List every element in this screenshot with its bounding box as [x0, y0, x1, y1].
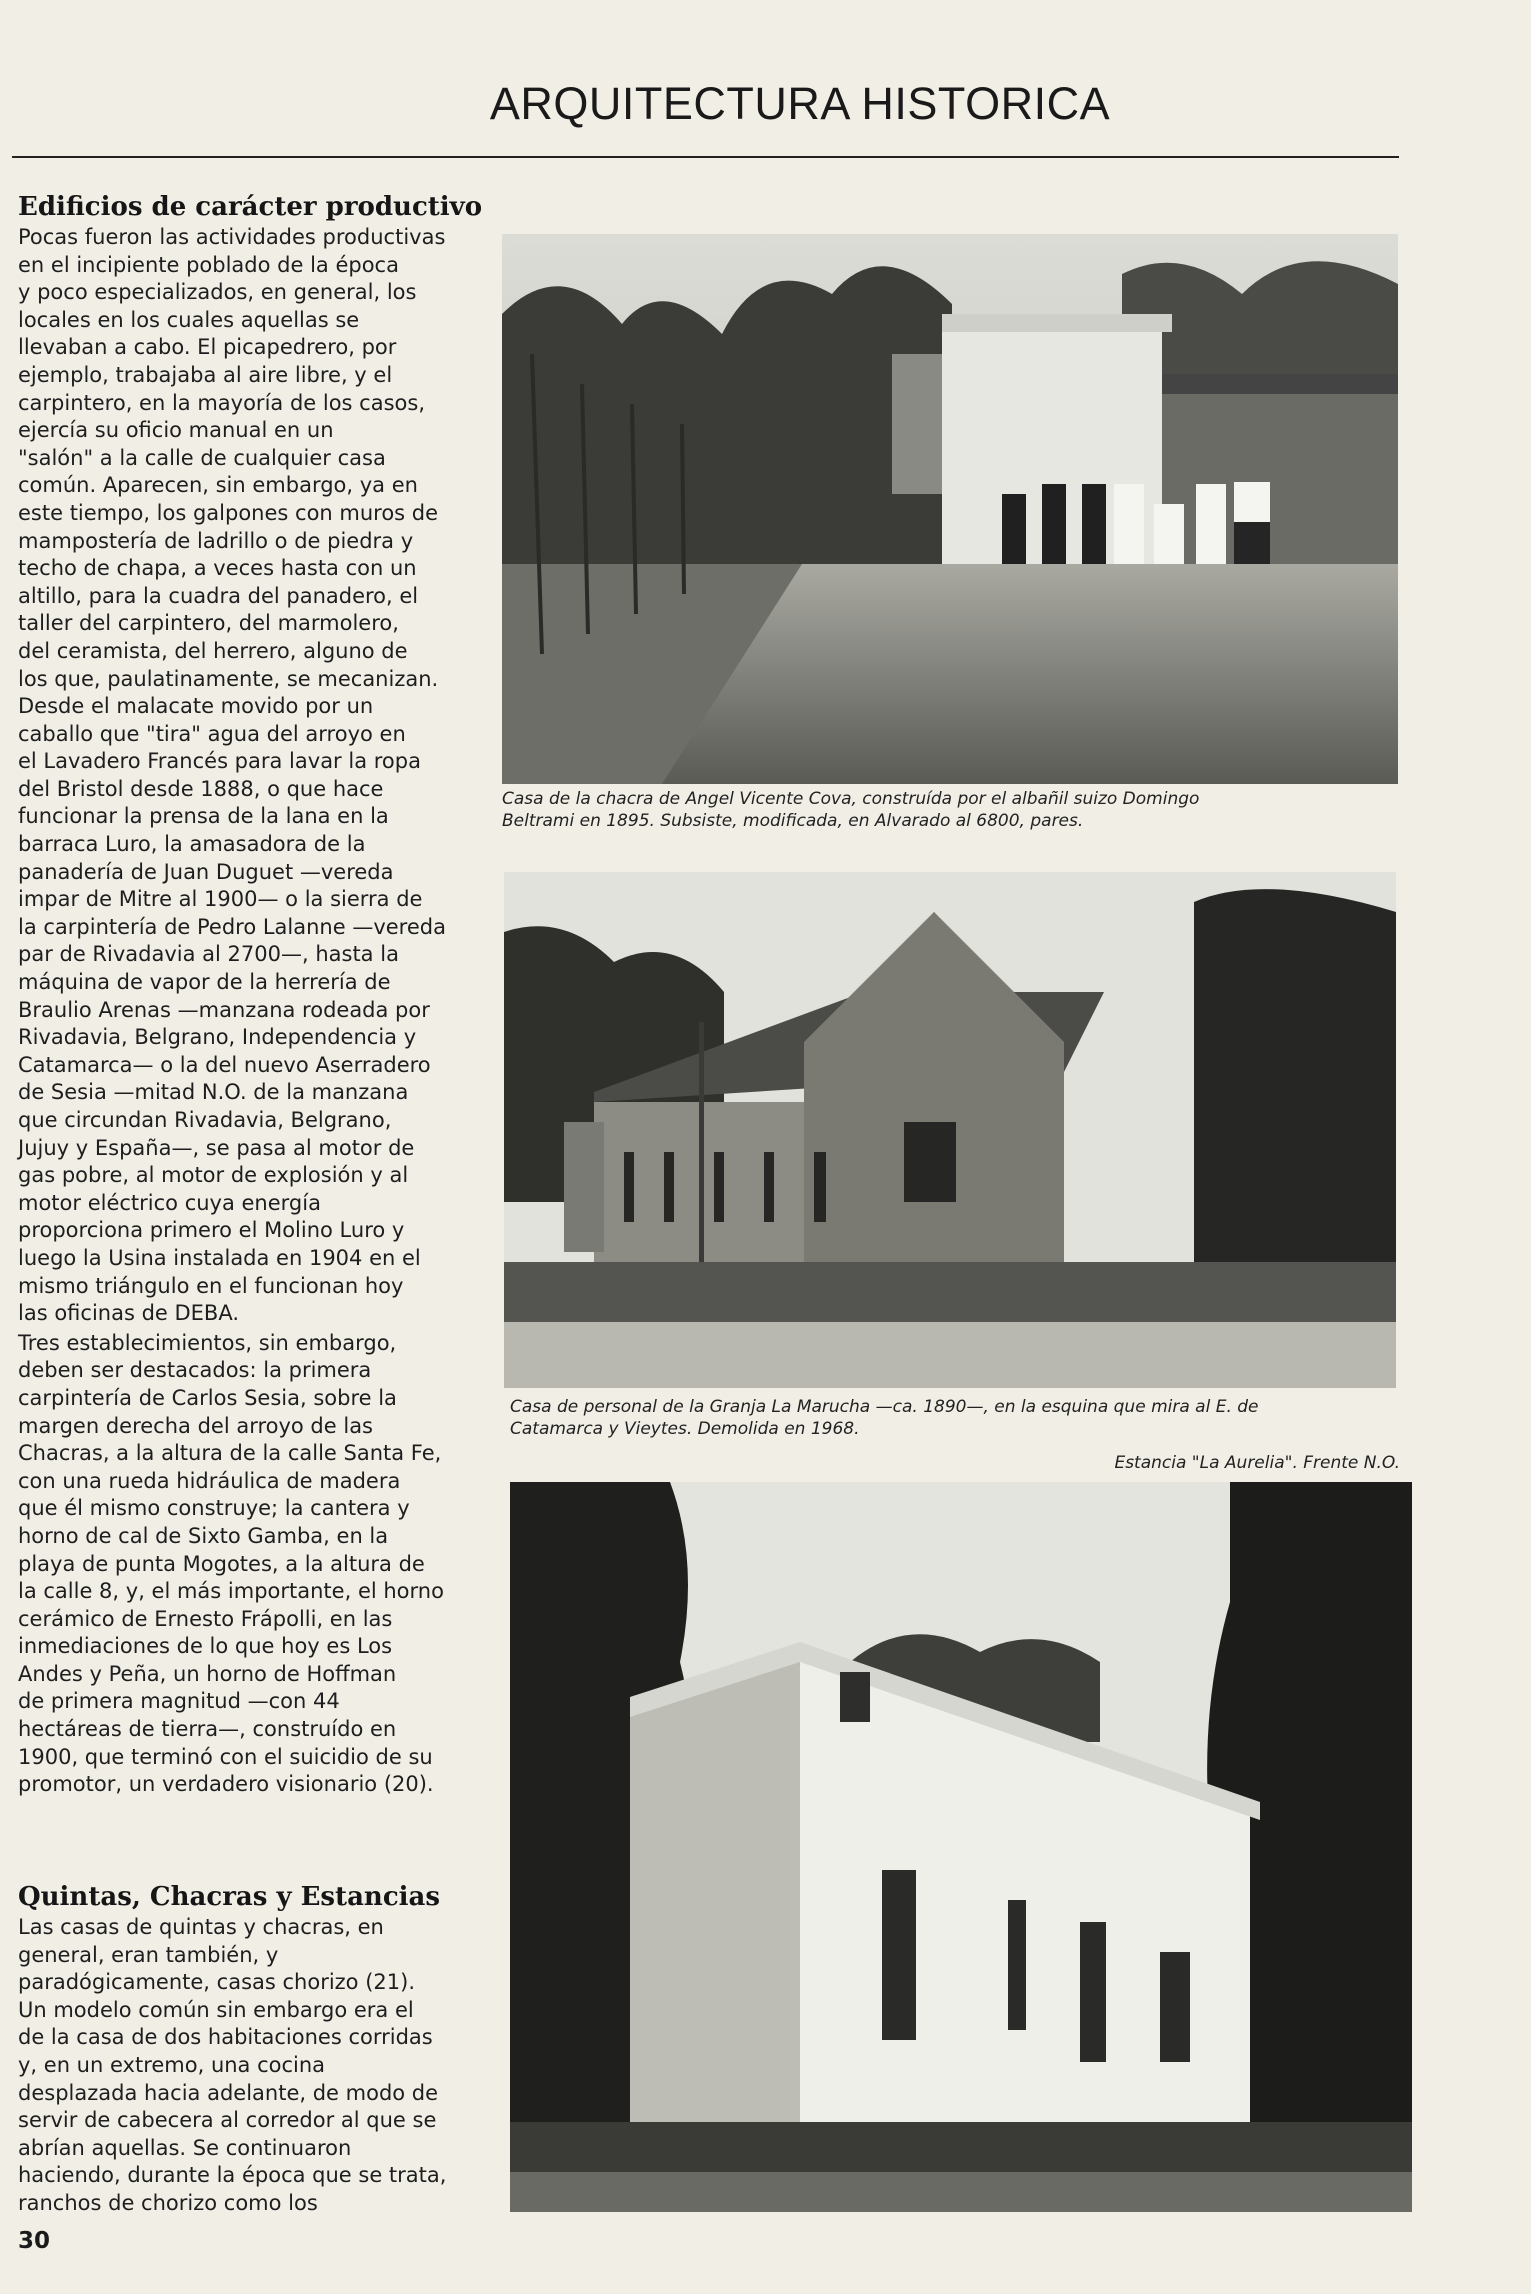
photo-caption: Estancia "La Aurelia". Frente N.O.	[1114, 1453, 1400, 1473]
page-number: 30	[18, 2228, 51, 2254]
body-paragraph: Pocas fueron las actividades productivas en el incipiente poblado de la época y poco especializados, en general, los locales en los cuales aquellas se llevaban a cabo. El picapedrero, por ejemplo, trabajaba al aire libre, y el carpintero, en la mayoría de los casos, ejercía su oficio manual en un "salón" a la calle de cualquier casa común. Aparecen, sin embargo, ya en este tiempo, los galpones con muros de mampostería de ladrillo o de piedra y techo de chapa, a veces hasta con un altillo, para la cuadra del panadero, el taller del carpintero, del marmolero, del ceramista, del herrero, alguno de los que, paulatinamente, se mecanizan. Desde el malacate movido por un caballo que "tira" agua del arroyo en el Lavadero Francés para lavar la ropa del Bristol desde 1888, o que hace funcionar la prensa de la lana en la barraca Luro, la amasadora de la panadería de Juan Duguet —vereda impar de Mitre al 1900— o la sierra de la carpintería de Pedro Lalanne —vereda par de Rivadavia al 2700—, hasta la máquina de vapor de la herrería de Braulio Arenas —manzana rodeada por Rivadavia, Belgrano, Independencia y Catamarca— o la del nuevo Aserradero de Sesia —mitad N.O. de la manzana que circundan Rivadavia, Belgrano, Jujuy y España—, se pasa al motor de gas pobre, al motor de explosión y al motor eléctrico cuya energía proporciona primero el Molino Luro y luego la Usina instalada en 1904 en el mismo triángulo en el funcionan hoy las oficinas de DEBA.	[18, 225, 446, 1326]
section-heading: Edificios de carácter productivo	[18, 192, 483, 222]
header-rule	[12, 156, 1399, 158]
photo-caption: Casa de personal de la Granja La Marucha —ca. 1890—, en la esquina que mira al E. de Catamarca y Vieytes. Demolida en 1968.	[510, 1397, 1259, 1439]
body-paragraph: Las casas de quintas y chacras, en general, eran también, y paradógicamente, casas chorizo (21). Un modelo común sin embargo era el de la casa de dos habitaciones corridas y, en un extremo, una cocina desplazada hacia adelante, de modo de servir de cabecera al corredor al que se abrían aquellas. Se continuaron haciendo, durante la época que se trata, ranchos de chorizo como los	[18, 1915, 447, 2215]
body-paragraph: Tres establecimientos, sin embargo, deben ser destacados: la primera carpintería de Carlos Sesia, sobre la margen derecha del arroyo de las Chacras, a la altura de la calle Santa Fe, con una rueda hidráulica de madera que él mismo construye; la cantera y horno de cal de Sixto Gamba, en la playa de punta Mogotes, a la altura de la calle 8, y, el más importante, el horno cerámico de Ernesto Frápolli, en las inmediaciones de lo que hoy es Los Andes y Peña, un horno de Hoffman de primera magnitud —con 44 hectáreas de tierra—, construído en 1900, que terminó con el suicidio de su promotor, un verdadero visionario (20).	[18, 1330, 444, 1797]
page-header-title: ARQUITECTURA HISTORICA	[489, 78, 1111, 129]
photo-caption: Casa de la chacra de Angel Vicente Cova, construída por el albañil suizo Domingo Beltrami en 1895. Subsiste, modificada, en Alvarado al 6800, pares.	[502, 789, 1200, 831]
section-productivos	[18, 190, 483, 1799]
section-quintas	[18, 1880, 483, 2218]
photo-chacra-cova	[502, 234, 1398, 784]
photo-estancia-la-aurelia	[510, 1482, 1412, 2212]
section-heading: Quintas, Chacras y Estancias	[18, 1882, 441, 1912]
photo-granja-marucha	[504, 872, 1396, 1388]
